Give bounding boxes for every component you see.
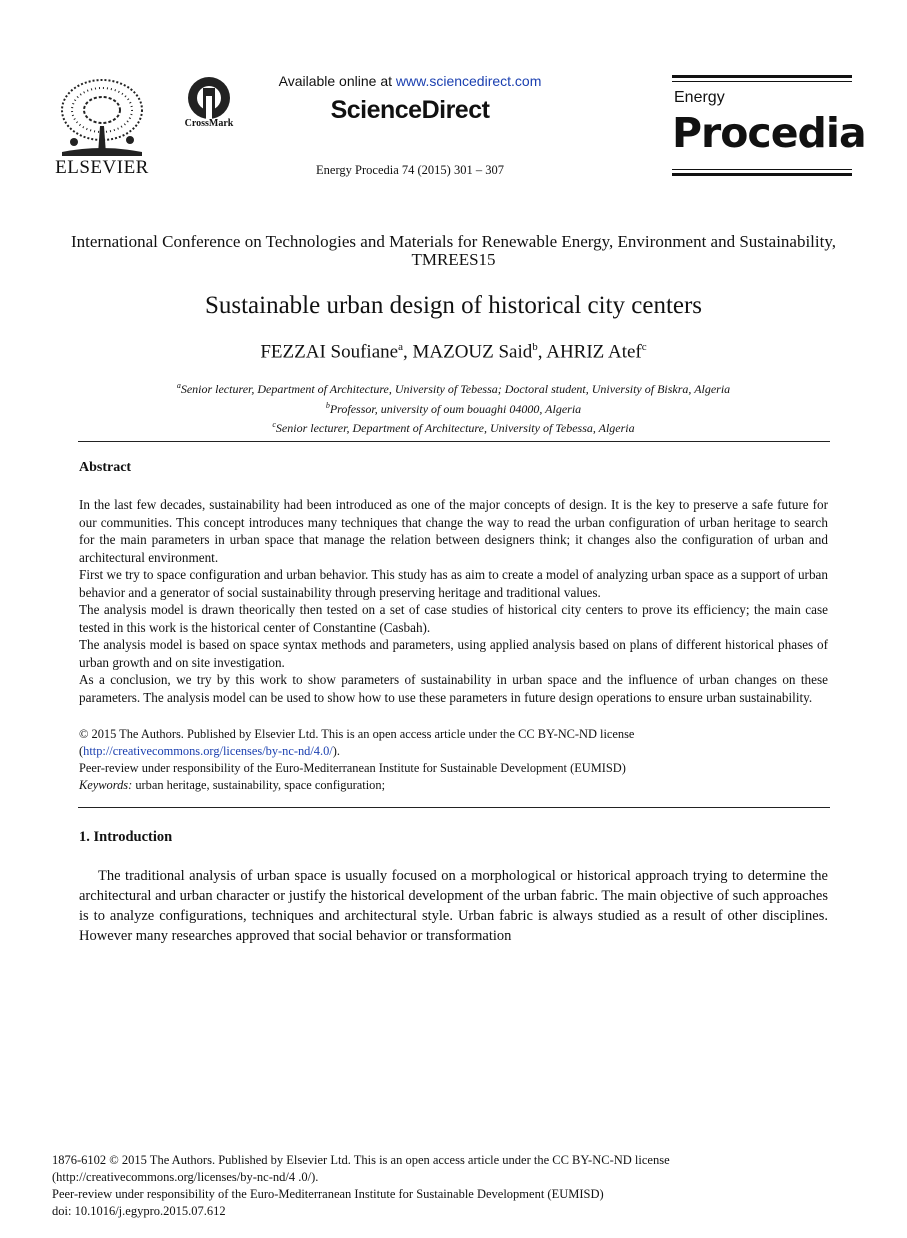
author-name: MAZOUZ Said: [412, 341, 533, 363]
introduction-text: The traditional analysis of urban space is usually focused on a morphological or historical approach trying to determine the architectural and urban character or justify the historical development of the urban fabric. The main objective of such approaches is to analyze configurations, techniques and architectural style. Urban fabric is always studied as a result of other disciplines. However many researches approved that social behavior or transformation: [79, 868, 828, 944]
paren: ).: [311, 1170, 319, 1184]
footer-issn: 1876-6102 © 2015 The Authors. Published by Elsevier Ltd. This is an open access article under the CC BY-NC-ND license: [52, 1153, 670, 1167]
sciencedirect-link[interactable]: www.sciencedirect.com: [395, 73, 542, 89]
abstract-paragraph: The analysis model is based on space syntax methods and parameters, using applied analysis based on plans of different historical phases of urban growth and on site investigation.: [79, 637, 828, 670]
affiliation-sup: a: [176, 381, 181, 390]
footer: [52, 1152, 852, 1220]
affiliation-sup: b: [325, 400, 330, 410]
available-prefix: Available online at: [278, 73, 396, 89]
logo-rule: [672, 173, 852, 176]
logo-rule: [672, 75, 852, 78]
abstract-body: [79, 496, 828, 706]
journal-reference: Energy Procedia 74 (2015) 301 – 307: [316, 163, 504, 177]
affiliation-text: Senior lecturer, Department of Architecture, University of Tebessa; Doctoral student, University of Biskra, Algeria: [180, 382, 731, 396]
author-sup: c: [641, 341, 647, 353]
author-sup: b: [532, 341, 538, 353]
abstract-paragraph: First we try to space configuration and urban behavior. This study has as aim to create a model of analyzing urban space as a support of urban behavior and a generator of social sustainability through preserving heritage and traditional values.: [79, 567, 828, 600]
conference-name: International Conference on Technologies and Materials for Renewable Energy, Environment and Sustainability, TMREES15: [71, 232, 836, 269]
author-name: AHRIZ Atef: [546, 341, 642, 363]
abstract-paragraph: As a conclusion, we try by this work to show parameters of sustainability in urban space and the influence of urban changes on these parameters. The analysis model can be used to show how to use these parameters in future design operations to ensure urban sustainability.: [79, 672, 828, 705]
affiliation: [60, 378, 847, 398]
crossmark-label: CrossMark: [184, 118, 234, 129]
keywords-label: Keywords:: [79, 778, 133, 792]
elsevier-wordmark: ELSEVIER: [55, 157, 149, 178]
keywords-line: [79, 777, 828, 794]
affiliations: [60, 378, 847, 437]
keywords-text: urban heritage, sustainability, space configuration;: [132, 778, 386, 792]
license-line: [79, 743, 828, 760]
energy-procedia-logo: [672, 75, 866, 177]
logo-rule: [672, 81, 852, 82]
abstract-paragraph: In the last few decades, sustainability had been introduced as one of the major concepts of design. It is the key to preserve a safe future for our communities. This concept introduces many techniques that change the way to read the urban configuration of urban heritage to search for the main parameters in urban space that manage the relation between designers think; it changes also the configuration of urban and architectural environment.: [79, 497, 828, 565]
copyright-line: © 2015 The Authors. Published by Elsevier Ltd. This is an open access article under the CC BY-NC-ND license: [79, 727, 635, 741]
abstract-heading: Abstract: [79, 460, 132, 475]
divider: [78, 807, 830, 808]
footer-license: [52, 1169, 852, 1186]
section-heading: 1. Introduction: [79, 829, 173, 845]
affiliation: [60, 398, 847, 418]
logo-rule: [672, 169, 852, 170]
affiliation-text: Senior lecturer, Department of Architecture, University of Tebessa, Algeria: [275, 421, 635, 435]
logo-procedia-word: Procedia: [672, 109, 866, 157]
affiliation-sup: c: [272, 420, 276, 429]
author-sup: a: [398, 341, 403, 353]
footer-doi: doi: 10.1016/j.egypro.2015.07.612: [52, 1204, 226, 1218]
abstract-paragraph: The analysis model is drawn theorically then tested on a set of case studies of historical city centers to prove its efficiency; the main case tested in this work is the historical center of Constantine (Casbah).: [79, 602, 828, 635]
author-name: FEZZAI Soufiane: [260, 341, 399, 363]
paren: (: [52, 1170, 57, 1184]
license-link[interactable]: http://creativecommons.org/licenses/by-nc-nd/4.0/: [83, 744, 333, 758]
affiliation: [60, 417, 847, 437]
sciencedirect-wordmark: ScienceDirect: [330, 96, 490, 124]
paren: ).: [332, 744, 340, 758]
paren: (: [79, 744, 84, 758]
available-online: [240, 73, 580, 89]
affiliation-text: Professor, university of oum bouaghi 04000, Algeria: [329, 401, 582, 416]
footer-license-link[interactable]: http://creativecommons.org/licenses/by-nc-nd/4 .0/: [56, 1170, 312, 1184]
peer-review-line: Peer-review under responsibility of the Euro-Mediterranean Institute for Sustainable Development (EUMISD): [79, 761, 626, 775]
logo-energy-word: Energy: [674, 89, 725, 106]
article-meta: [79, 726, 828, 794]
footer-peer-review: Peer-review under responsibility of the Euro-Mediterranean Institute for Sustainable Development (EUMISD): [52, 1187, 604, 1201]
paper-title: Sustainable urban design of historical city centers: [204, 292, 703, 319]
divider: [78, 441, 830, 442]
author-list: FEZZAI Soufiane$^a$, MAZOUZ Said$^b$, AHRIZ Atef$^c$: [260, 341, 647, 363]
